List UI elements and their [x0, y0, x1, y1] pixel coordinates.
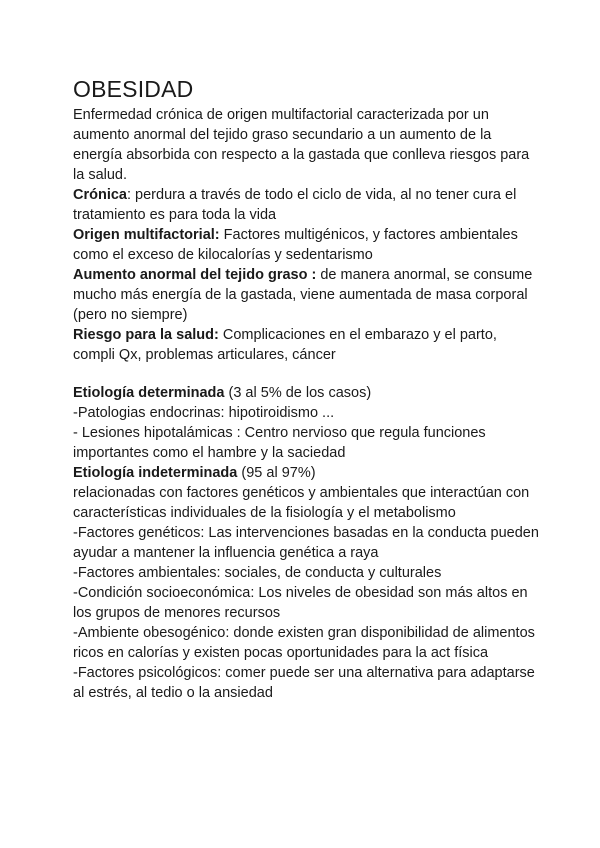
- section-note: (3 al 5% de los casos): [224, 385, 372, 401]
- definition-text: de manera anormal, se consume mucho más energía de la gastada, viene aumentada de masa corporal (pero no siempre): [73, 267, 533, 323]
- etiologia-determinada-heading: [73, 383, 540, 403]
- definition-riesgo-salud: [73, 325, 540, 365]
- list-item: - Lesiones hipotalámicas : Centro nervioso que regula funciones importantes como el hambre y la saciedad: [73, 425, 486, 461]
- etiologia-indeterminada-heading: [73, 463, 540, 483]
- list-item: -Factores psicológicos: comer puede ser una alternativa para adaptarse al estrés, al tedio o la ansiedad: [73, 665, 535, 701]
- definition-aumento-anormal: [73, 265, 540, 325]
- definition-term: Aumento anormal del tejido graso :: [73, 267, 317, 283]
- definition-term: Origen multifactorial:: [73, 227, 220, 243]
- section-note: (95 al 97%): [237, 465, 316, 481]
- section-heading: Etiología determinada: [73, 385, 225, 401]
- definition-term: Riesgo para la salud:: [73, 327, 219, 343]
- definition-cronica: [73, 185, 540, 225]
- definition-origen-multifactorial: [73, 225, 540, 265]
- definition-text: : perdura a través de todo el ciclo de vida, al no tener cura el tratamiento es para toda la vida: [73, 187, 517, 223]
- list-item: -Factores ambientales: sociales, de conducta y culturales: [73, 565, 442, 581]
- section-spacer: [73, 365, 540, 383]
- intro-paragraph: Enfermedad crónica de origen multifactorial caracterizada por un aumento anormal del tejido graso secundario a un aumento de la energía absorbida con respecto a la gastada que conlleva riesgos para la salud.: [73, 107, 530, 183]
- list-item: -Factores genéticos: Las intervenciones basadas en la conducta pueden ayudar a mantener la influencia genética a raya: [73, 525, 539, 561]
- section-heading: Etiología indeterminada: [73, 465, 238, 481]
- etiologia-indeterminada-description: relacionadas con factores genéticos y ambientales que interactúan con características individuales de la fisiología y el metabolismo: [73, 485, 530, 521]
- list-item: -Patologias endocrinas: hipotiroidismo ...: [73, 405, 335, 421]
- definition-text: Complicaciones en el embarazo y el parto, compli Qx, problemas articulares, cáncer: [73, 327, 497, 363]
- document-title: OBESIDAD: [73, 76, 194, 102]
- definition-text: Factores multigénicos, y factores ambientales como el exceso de kilocalorías y sedentarismo: [73, 227, 518, 263]
- list-item: -Ambiente obesogénico: donde existen gran disponibilidad de alimentos ricos en calorías y existen pocas oportunidades para la act física: [73, 625, 535, 661]
- list-item: -Condición socioeconómica: Los niveles de obesidad son más altos en los grupos de menores recursos: [73, 585, 528, 621]
- definition-term: Crónica: [73, 187, 127, 203]
